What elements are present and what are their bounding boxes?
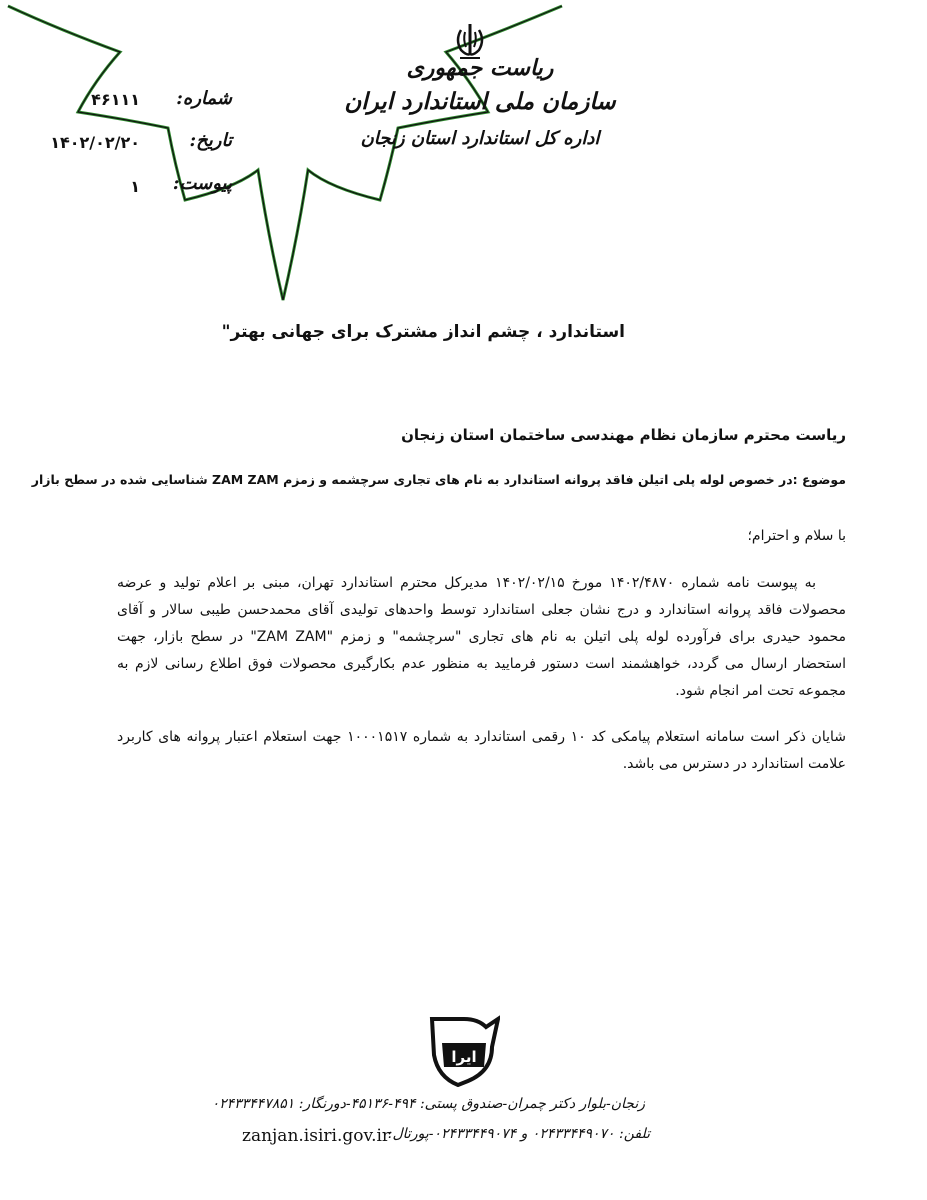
logo-text: ایرا: [451, 1048, 477, 1066]
header-line-2: سازمان ملی استاندارد ایران: [344, 88, 616, 115]
subject: موضوع :در خصوص لوله پلی اتیلن فاقد پروانه استاندارد به نام های تجاری سرچشمه و زمزم ZAM ZAM شناسایی شده در سطح بازار: [31, 472, 846, 487]
body-paragraph-1: به پیوست نامه شماره ۱۴۰۲/۴۸۷۰ مورخ ۱۴۰۲/۰۲/۱۵ مدیرکل محترم استاندارد تهران، مبنی بر اعلام تولید و عرضه محصولات فاقد پروانه استاندارد و درج نشان جعلی استاندارد توسط واحدهای تولیدی آقای محمدحسن طیبی سالار و آقای محمود حیدری برای فرآورده لوله پلی اتیلن به نام های تجاری "سرچشمه" و زمزم "ZAM ZAM" در سطح بازار، جهت استحضار ارسال می گردد، خواهشمند است دستور فرمایید به منظور عدم بکارگیری محصولات فوق اطلاع رسانی لازم به مجموعه تحت امر انجام شود.: [117, 575, 847, 699]
number-label: شماره:: [176, 88, 232, 109]
attachment-label: پیوست:: [172, 173, 232, 194]
footer-address: زنجان-بلوار دکتر چمران-صندوق پستی: ۴۹۴-۴۵۱۳۶-دورنگار: ۰۲۴۳۳۴۴۷۸۵۱: [211, 1096, 645, 1112]
attachment-value: ۱: [130, 177, 140, 196]
date-label: تاریخ:: [189, 130, 232, 151]
footer-website[interactable]: zanjan.isiri.gov.ir: [242, 1126, 391, 1146]
header-line-3: اداره کل استاندارد استان زنجان: [360, 128, 600, 149]
header-line-1: ریاست جمهوری: [406, 55, 554, 81]
footer-phone: تلفن: ۰۲۴۳۳۴۴۹۰۷۰ و ۰۲۴۳۳۴۴۹۰۷۴-پورتال:: [387, 1126, 650, 1142]
number-value: ۴۶۱۱۱: [91, 90, 140, 109]
isiri-standard-logo-icon: [428, 1015, 500, 1087]
body-paragraph-2: شایان ذکر است سامانه استعلام پیامکی کد ۱۰ رقمی استاندارد به شماره ۱۰۰۰۱۵۱۷ جهت استعلام اعتبار پروانه های کاربرد علامت استاندارد در دسترس می باشد.: [117, 729, 846, 772]
slogan: استاندارد ، چشم انداز مشترک برای جهانی بهتر": [221, 322, 625, 342]
iran-emblem-icon: [451, 20, 489, 60]
date-value: ۱۴۰۲/۰۲/۲۰: [50, 133, 140, 152]
greeting: با سلام و احترام؛: [747, 528, 846, 544]
recipient: ریاست محترم سازمان نظام مهندسی ساختمان استان زنجان: [401, 426, 846, 444]
